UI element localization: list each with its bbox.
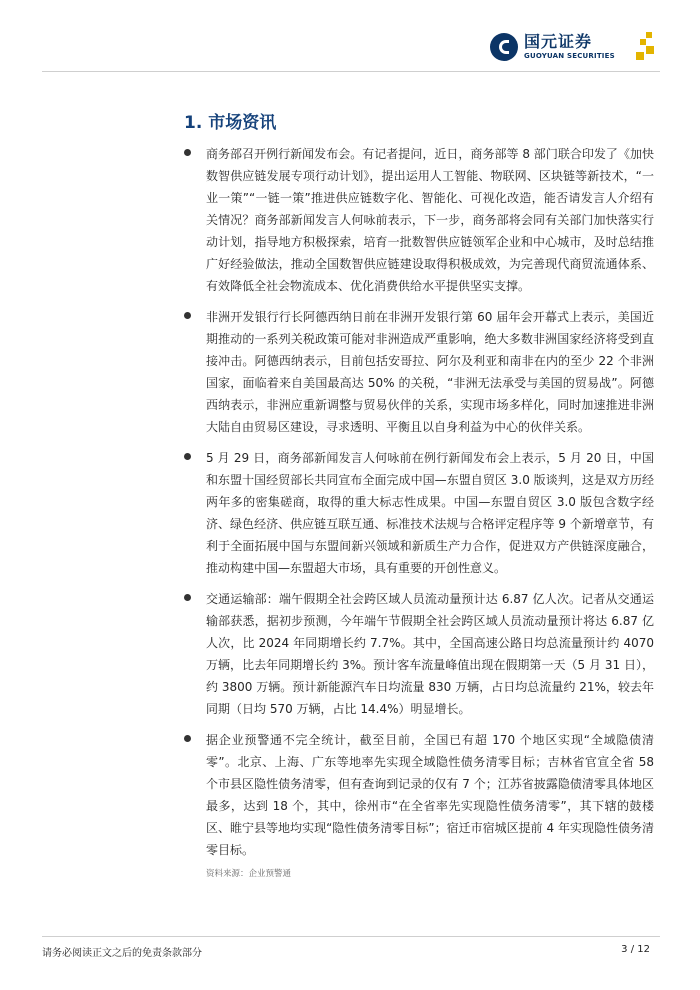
news-item [184, 588, 654, 720]
news-text: 据企业预警通不完全统计，截至目前，全国已有超 170 个地区实现“全域隐债清零”。北京、上海、广东等地率先实现全域隐性债务清零目标；吉林省官宣全省 58 个市县区隐性债务清零，但有查询到记录的仅有 7 个；江苏省披露隐债清零具体地区最多，达到 18 个，其中，徐州市“在全省率先实现隐性债务清零”，其下辖的鼓楼区、睢宁县等地均实现“隐性债务清零目标”；宿迁市宿城区提前 4 年实现隐性债务清零目标。 [206, 733, 654, 857]
news-text: 商务部召开例行新闻发布会。有记者提问，近日，商务部等 8 部门联合印发了《加快数智供应链发展专项行动计划》，提出运用人工智能、物联网、区块链等新技术，“一业一策”“一链一策”推进供应链数字化、智能化、可视化改造，能否请发言人介绍有关情况？商务部新闻发言人何咏前表示，下一步，商务部将会同有关部门加快落实行动计划，指导地方积极探索，培育一批数智供应链领军企业和中心城市，及时总结推广好经验做法，推动全国数智供应链建设取得积极成效，为完善现代商贸流通体系、有效降低全社会物流成本、优化消费供给水平提供坚实支撑。 [206, 147, 654, 293]
section-title: 1. 市场资讯 [184, 113, 277, 133]
header-divider [42, 71, 660, 72]
bullet-icon [184, 735, 191, 742]
logo-company-name-cn: 国元证券 [524, 32, 593, 51]
bullet-icon [184, 453, 191, 460]
company-logo [490, 30, 650, 64]
logo-emblem-icon [490, 33, 518, 61]
news-item [184, 447, 654, 579]
footer-disclaimer: 请务必阅读正文之后的免责条款部分 [42, 948, 202, 959]
news-text: 5 月 29 日，商务部新闻发言人何咏前在例行新闻发布会上表示，5 月 20 日，中国和东盟十国经贸部长共同宣布全面完成中国—东盟自贸区 3.0 版谈判，这是双方历经两年多的密集磋商，取得的重大标志性成果。中国—东盟自贸区 3.0 版包含数字经济、绿色经济、供应链互联互通、标准技术法规与合格评定程序等 9 个新增章节，有利于全面拓展中国与东盟间新兴领域和新质生产力合作，促进双方产供链深度融合，推动构建中国—东盟超大市场，具有重要的开创性意义。 [206, 451, 654, 575]
bullet-icon [184, 312, 191, 319]
news-text: 交通运输部：端午假期全社会跨区域人员流动量预计达 6.87 亿人次。记者从交通运输部获悉，据初步预测，今年端午节假期全社会跨区域人员流动量预计将达 6.87 亿人次，比 2024 年同期增长约 7.7%。其中，全国高速公路日均总流量预计约 4070 万辆，比去年同期增长约 3%。预计客车流量峰值出现在假期第一天（5 月 31 日），约 3800 万辆。预计新能源汽车日均流量 830 万辆，占日均总流量约 21%，较去年同期（日均 570 万辆，占比 14.4%）明显增长。 [206, 592, 654, 716]
page-number: 3 / 12 [621, 944, 650, 955]
news-item [184, 306, 654, 438]
bullet-icon [184, 594, 191, 601]
footer-divider [42, 936, 660, 937]
news-list [184, 143, 654, 879]
logo-gold-squares-icon [634, 32, 656, 62]
source-note: 资料来源：企业预警通 [206, 869, 292, 879]
news-text: 非洲开发银行行长阿德西纳日前在非洲开发银行第 60 届年会开幕式上表示，美国近期推动的一系列关税政策可能对非洲造成严重影响，绝大多数非洲国家经济将受到直接冲击。阿德西纳表示，目前包括安哥拉、阿尔及利亚和南非在内的至少 22 个非洲国家，面临着来自美国最高达 50% 的关税，“非洲无法承受与美国的贸易战”。阿德西纳表示，非洲应重新调整与贸易伙伴的关系，实现市场多样化，同时加速推进非洲大陆自由贸易区建设，寻求透明、平衡且以自身利益为中心的伙伴关系。 [206, 310, 654, 434]
news-item [184, 729, 654, 861]
news-item [184, 143, 654, 297]
bullet-icon [184, 149, 191, 156]
logo-company-name-en: GUOYUAN SECURITIES [524, 52, 615, 60]
